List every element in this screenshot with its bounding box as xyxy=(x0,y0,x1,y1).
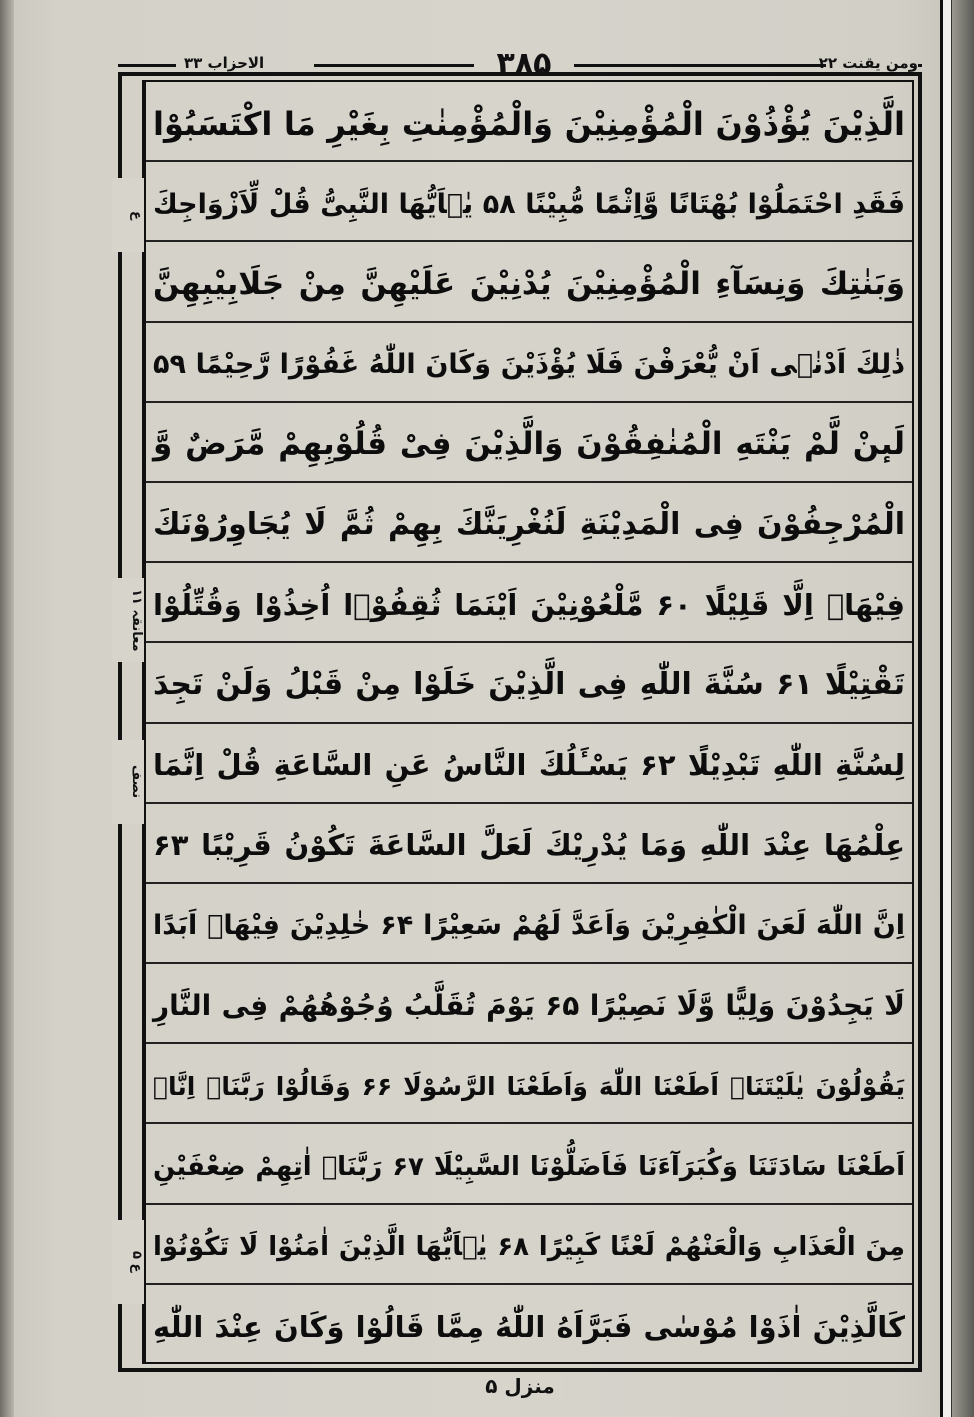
verse-line xyxy=(146,804,912,884)
verse-line xyxy=(146,563,912,643)
verse-line xyxy=(146,1124,912,1204)
verse-line xyxy=(146,403,912,483)
verse-lines xyxy=(146,82,912,1365)
para-name: ومن یقنت ۲۲ xyxy=(818,54,918,72)
margin-column xyxy=(122,80,144,1364)
header-rule-right xyxy=(918,64,922,67)
verse-line xyxy=(146,964,912,1044)
verse-line-text: وَبَنٰتِكَ وَنِسَآءِ الْمُؤْمِنِیْنَ یُدْنِیْنَ عَلَیْهِنَّ مِنْ جَلَابِیْبِهِنَّ xyxy=(153,265,905,302)
verse-line-text: اِنَّ اللّٰهَ لَعَنَ الْكٰفِرِیْنَ وَاَعَدَّ لَهُمْ سَعِیْرًا ۶۴ خٰلِدِیْنَ فِیْهَاۤ اَبَدًا xyxy=(153,910,905,942)
verse-line-text: مِنَ الْعَذَابِ وَالْعَنْهُمْ لَعْنًا كَبِیْرًا ۶۸ یٰۤاَیُّهَا الَّذِیْنَ اٰمَنُوْا لَا تَكُوْنُوْا xyxy=(153,1231,905,1262)
verse-line-text: الَّذِیْنَ یُؤْذُوْنَ الْمُؤْمِنِیْنَ وَالْمُؤْمِنٰتِ بِغَیْرِ مَا اكْتَسَبُوْا xyxy=(153,105,905,144)
verse-line-text: لِسُنَّةِ اللّٰهِ تَبْدِیْلًا ۶۲ یَسْـَٔلُكَ النَّاسُ عَنِ السَّاعَةِ قُلْ اِنَّمَا xyxy=(153,748,905,783)
verse-line-text: فِیْهَاۤ اِلَّا قَلِیْلًا ۶۰ مَّلْعُوْنِیْنَ اَیْنَمَا ثُقِفُوْۤا اُخِذُوْا وَقُتِّلُوْا xyxy=(153,587,905,622)
header-rule-mid-left xyxy=(314,64,474,67)
manzil-label: منزل ۵ xyxy=(477,1374,563,1398)
verse-line xyxy=(146,724,912,804)
verse-line xyxy=(146,242,912,322)
verse-line xyxy=(146,884,912,964)
verse-line xyxy=(146,323,912,403)
page-edge-shadow xyxy=(0,0,14,1417)
surah-name: الاحزاب ۳۳ xyxy=(184,54,265,72)
ruku-marker-2: ع ۵ xyxy=(112,1220,144,1304)
muanaqa-marker: معانقہ ۱۱ xyxy=(112,578,144,662)
nisf-marker: نصف xyxy=(112,740,144,824)
verse-line xyxy=(146,1205,912,1285)
verse-line-text: لَىٕنْ لَّمْ یَنْتَهِ الْمُنٰفِقُوْنَ وَالَّذِیْنَ فِیْ قُلُوْبِهِمْ مَّرَضٌ وَّ xyxy=(153,426,905,463)
header-rule-left xyxy=(118,64,176,67)
verse-line-text: تَقْتِیْلًا ۶۱ سُنَّةَ اللّٰهِ فِی الَّذِیْنَ خَلَوْا مِنْ قَبْلُ وَلَنْ تَجِدَ xyxy=(153,667,905,703)
verse-line-text: فَقَدِ احْتَمَلُوْا بُهْتَانًا وَّاِثْمًا مُّبِیْنًا ۵۸ یٰۤاَیُّهَا النَّبِیُّ قُلْ لِّاَزْوَاجِكَ xyxy=(153,188,905,220)
ruku-marker: ع xyxy=(112,178,144,252)
verse-line-text: اَطَعْنَا سَادَتَنَا وَكُبَرَآءَنَا فَاَضَلُّوْنَا السَّبِیْلَا ۶۷ رَبَّنَاۤ اٰتِهِمْ ضِعْفَیْنِ xyxy=(153,1151,905,1182)
spine-shadow xyxy=(952,0,974,1417)
page-footer xyxy=(118,1372,922,1412)
header-rule-mid-right xyxy=(574,64,826,67)
verse-line-text: كَالَّذِیْنَ اٰذَوْا مُوْسٰى فَبَرَّاَهُ اللّٰهُ مِمَّا قَالُوْا وَكَانَ عِنْدَ اللّٰهِ xyxy=(153,1310,905,1345)
verse-line xyxy=(146,1285,912,1365)
verse-line-text: لَا یَجِدُوْنَ وَلِیًّا وَّلَا نَصِیْرًا ۶۵ یَوْمَ تُقَلَّبُ وُجُوْهُهُمْ فِی النَّارِ xyxy=(153,989,905,1023)
verse-line xyxy=(146,483,912,563)
verse-line-text: عِلْمُهَا عِنْدَ اللّٰهِ وَمَا یُدْرِیْكَ لَعَلَّ السَّاعَةَ تَكُوْنُ قَرِیْبًا ۶۳ xyxy=(153,828,905,863)
verse-line-text: ذٰلِكَ اَدْنٰۤى اَنْ یُّعْرَفْنَ فَلَا یُؤْذَیْنَ وَكَانَ اللّٰهُ غَفُوْرًا رَّحِیْمًا ۵۹ xyxy=(153,349,905,381)
verse-line xyxy=(146,82,912,162)
verse-line xyxy=(146,162,912,242)
verse-line xyxy=(146,643,912,723)
verse-line-text: الْمُرْجِفُوْنَ فِی الْمَدِیْنَةِ لَنُغْرِیَنَّكَ بِهِمْ ثُمَّ لَا یُجَاوِرُوْنَكَ xyxy=(153,507,905,543)
verse-line-text: یَقُوْلُوْنَ یٰلَیْتَنَاۤ اَطَعْنَا اللّٰهَ وَاَطَعْنَا الرَّسُوْلَا ۶۶ وَقَالُوْا رَبَّنَاۤ اِنَّاۤ xyxy=(153,1071,905,1101)
verse-line xyxy=(146,1044,912,1124)
page-number: ۳۸۵ xyxy=(496,46,552,81)
